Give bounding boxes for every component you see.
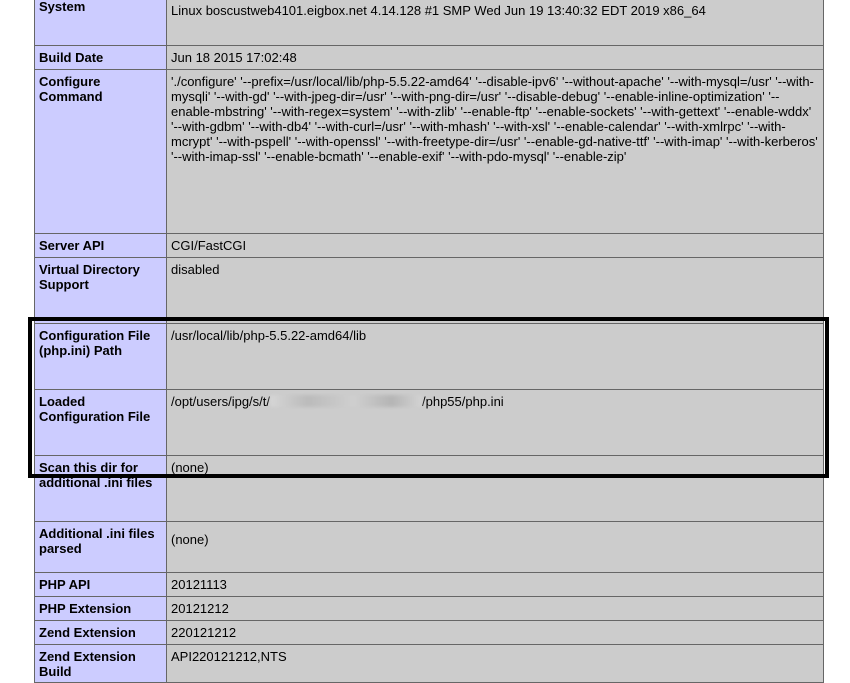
redacted-path-segment — [270, 395, 422, 407]
table-row — [35, 324, 824, 390]
row-label: Zend Extension Build — [35, 645, 167, 683]
table-row — [35, 390, 824, 456]
table-row — [35, 70, 824, 234]
row-value: './configure' '--prefix=/usr/local/lib/php-5.5.22-amd64' '--disable-ipv6' '--without-apache' '--with-mysql=/usr' '--with-mysqli' '--with-gd' '--with-jpeg-dir=/usr' '--with-png-dir=/usr' '--disable-debug' '--enable-inline-optimization' '--enable-mbstring' '--with-regex=system' '--with-zlib' '--enable-ftp' '--enable-sockets' '--with-gettext' '--enable-wddx' '--with-gdbm' '--with-db4' '--with-curl=/usr' '--with-mhash' '--with-xsl' '--enable-calendar' '--with-xmlrpc' '--with-mcrypt' '--with-pspell' '--with-openssl' '--with-freetype-dir=/usr' '--enable-gd-native-ttf' '--with-imap' '--with-kerberos' '--with-imap-ssl' '--enable-bcmath' '--enable-exif' '--with-pdo-mysql' '--enable-zip' — [167, 70, 824, 234]
row-label: PHP Extension — [35, 597, 167, 621]
table-row — [35, 621, 824, 645]
row-label: Configuration File (php.ini) Path — [35, 324, 167, 390]
row-value: (none) — [167, 456, 824, 522]
row-label: Virtual Directory Support — [35, 258, 167, 324]
table-row — [35, 645, 824, 683]
row-value: Jun 18 2015 17:02:48 — [167, 46, 824, 70]
row-label: Zend Extension — [35, 621, 167, 645]
row-value: API220121212,NTS — [167, 645, 824, 683]
table-row — [35, 46, 824, 70]
row-value: 220121212 — [167, 621, 824, 645]
row-label: Build Date — [35, 46, 167, 70]
path-suffix: /php55/php.ini — [422, 394, 504, 409]
row-value: Linux boscustweb4101.eigbox.net 4.14.128 #1 SMP Wed Jun 19 13:40:32 EDT 2019 x86_64 — [167, 0, 824, 46]
row-value: CGI/FastCGI — [167, 234, 824, 258]
row-value: disabled — [167, 258, 824, 324]
table-row — [35, 573, 824, 597]
table-row — [35, 597, 824, 621]
row-value: 20121212 — [167, 597, 824, 621]
row-label: Scan this dir for additional .ini files — [35, 456, 167, 522]
table-row — [35, 0, 824, 46]
table-row — [35, 258, 824, 324]
row-value: 20121113 — [167, 573, 824, 597]
row-label: Loaded Configuration File — [35, 390, 167, 456]
php-info-table — [34, 0, 824, 683]
row-label: System — [35, 0, 167, 46]
row-label: Configure Command — [35, 70, 167, 234]
row-label: Server API — [35, 234, 167, 258]
table-row — [35, 456, 824, 522]
row-label: PHP API — [35, 573, 167, 597]
row-label: Additional .ini files parsed — [35, 522, 167, 573]
row-value: (none) — [167, 522, 824, 573]
row-value: /usr/local/lib/php-5.5.22-amd64/lib — [167, 324, 824, 390]
path-prefix: /opt/users/ipg/s/t/ — [171, 394, 270, 409]
table-row — [35, 522, 824, 573]
row-value — [167, 390, 824, 456]
table-row — [35, 234, 824, 258]
